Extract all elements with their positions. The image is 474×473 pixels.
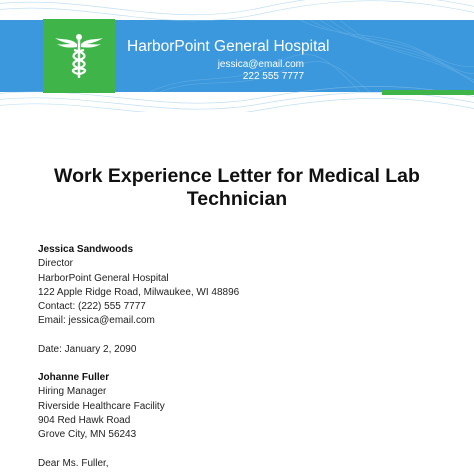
letter-date: Date: January 2, 2090 (38, 343, 137, 355)
header-phone: 222 555 7777 (242, 71, 304, 82)
sender-address: 122 Apple Ridge Road, Milwaukee, WI 48896 (38, 286, 240, 298)
sender-email: Email: jessica@email.com (38, 315, 155, 327)
letter-title: Work Experience Letter for Medical Lab Technician (54, 165, 420, 210)
recipient-organization: Riverside Healthcare Facility (38, 400, 165, 412)
accent-green-bar (382, 90, 474, 95)
recipient-street: 904 Red Hawk Road (38, 414, 131, 426)
letterhead (0, 0, 474, 112)
hospital-name: HarborPoint General Hospital (127, 38, 330, 55)
sender-organization: HarborPoint General Hospital (38, 272, 169, 284)
recipient-role: Hiring Manager (38, 386, 107, 398)
salutation: Dear Ms. Fuller, (38, 457, 109, 469)
logo (43, 19, 115, 93)
recipient-city: Grove City, MN 56243 (38, 429, 137, 441)
letter-body (38, 243, 458, 471)
sender-contact: Contact: (222) 555 7777 (38, 301, 146, 313)
header-email: jessica@email.com (217, 59, 304, 70)
sender-role: Director (38, 258, 74, 270)
recipient-name: Johanne Fuller (38, 372, 110, 384)
caduceus-icon (51, 28, 107, 84)
sender-name: Jessica Sandwoods (38, 244, 134, 255)
